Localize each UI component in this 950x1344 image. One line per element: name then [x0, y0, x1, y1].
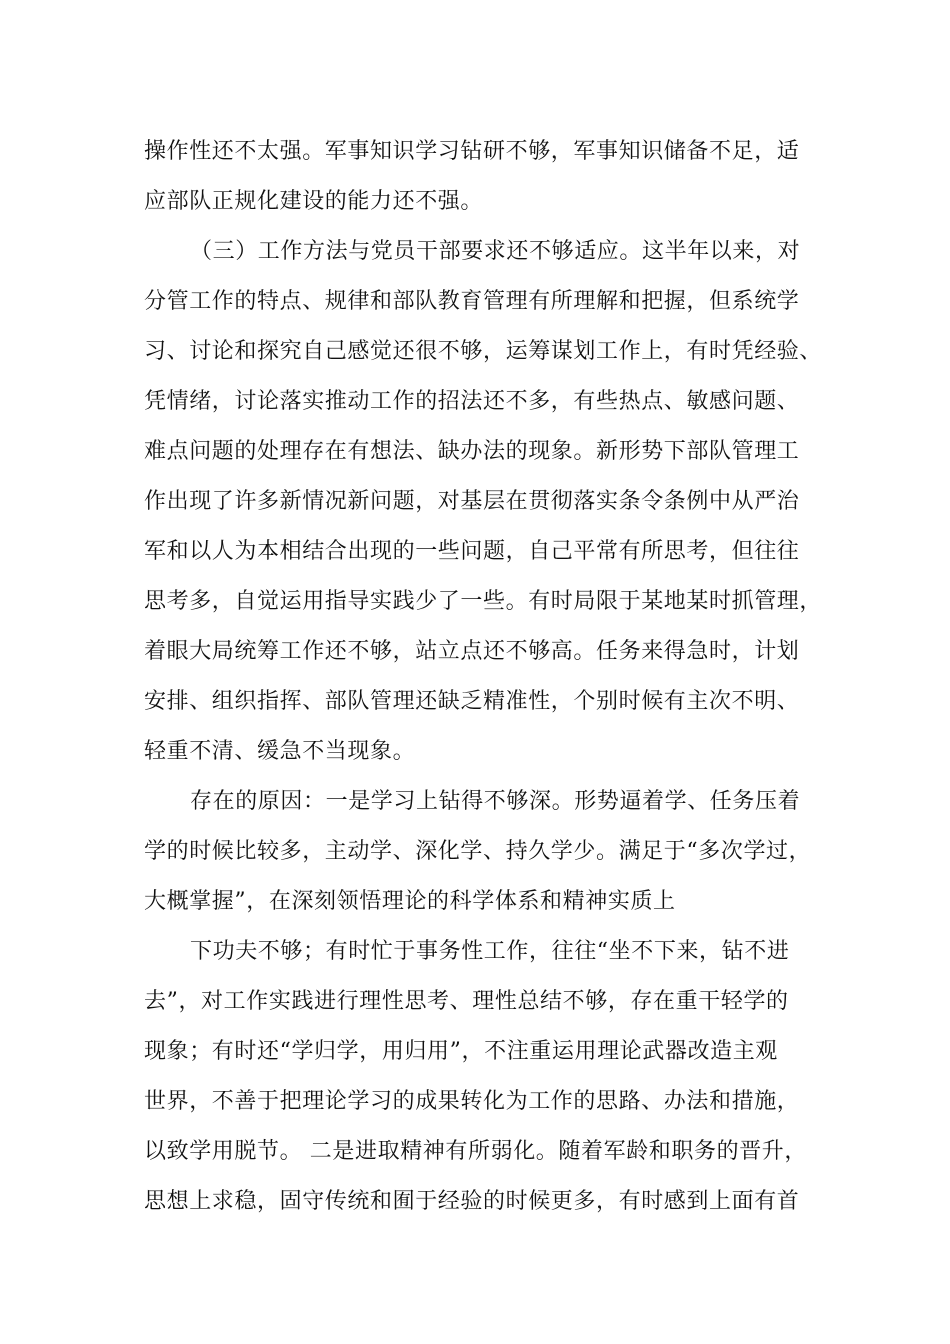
text-line: 学的时候比较多，主动学、深化学、持久学少。满足于“多次学过， [144, 839, 812, 864]
text-line: 安排、组织指挥、部队管理还缺乏精准性，个别时候有主次不明、 [144, 689, 800, 714]
text-line: 大概掌握”，在深刻领悟理论的科学体系和精神实质上 [144, 889, 676, 914]
text-line: 轻重不清、缓急不当现象。 [144, 739, 416, 764]
text-line: 去”，对工作实践进行理性思考、理性总结不够，存在重干轻学的 [144, 989, 789, 1014]
text-line: 现象；有时还“学归学，用归用”，不注重运用理论武器改造主观 [144, 1039, 778, 1064]
text-line: 以致学用脱节。 二是进取精神有所弱化。随着军龄和职务的晋升， [144, 1139, 807, 1164]
text-line: 军和以人为本相结合出现的一些问题，自己平常有所思考，但往往 [144, 539, 800, 564]
text-line: 作出现了许多新情况新问题，对基层在贯彻落实条令条例中从严治 [144, 489, 800, 514]
text-line: 思想上求稳，固守传统和囿于经验的时候更多，有时感到上面有首 [144, 1189, 800, 1214]
paragraph-start-line: （三）工作方法与党员干部要求还不够适应。这半年以来，对 [190, 239, 801, 264]
text-line: 难点问题的处理存在有想法、缺办法的现象。新形势下部队管理工 [144, 439, 800, 464]
text-line: 应部队正规化建设的能力还不强。 [144, 189, 484, 214]
text-line: 凭情绪，讨论落实推动工作的招法还不多，有些热点、敏感问题、 [144, 389, 800, 414]
paragraph-start-line: 下功夫不够；有时忙于事务性工作，往往“坐不下来，钻不进 [190, 939, 790, 964]
text-line: 分管工作的特点、规律和部队教育管理有所理解和把握，但系统学 [144, 289, 800, 314]
text-line: 着眼大局统筹工作还不够，站立点还不够高。任务来得急时，计划 [144, 639, 800, 664]
text-line: 世界，不善于把理论学习的成果转化为工作的思路、办法和措施， [144, 1089, 800, 1114]
text-line: 习、讨论和探究自己感觉还很不够，运筹谋划工作上，有时凭经验、 [144, 339, 823, 364]
text-line: 思考多，自觉运用指导实践少了一些。有时局限于某地某时抓管理， [144, 589, 823, 614]
paragraph-start-line: 存在的原因：一是学习上钻得不够深。形势逼着学、任务压着 [190, 789, 801, 814]
text-line: 操作性还不太强。军事知识学习钻研不够，军事知识储备不足，适 [144, 139, 800, 164]
